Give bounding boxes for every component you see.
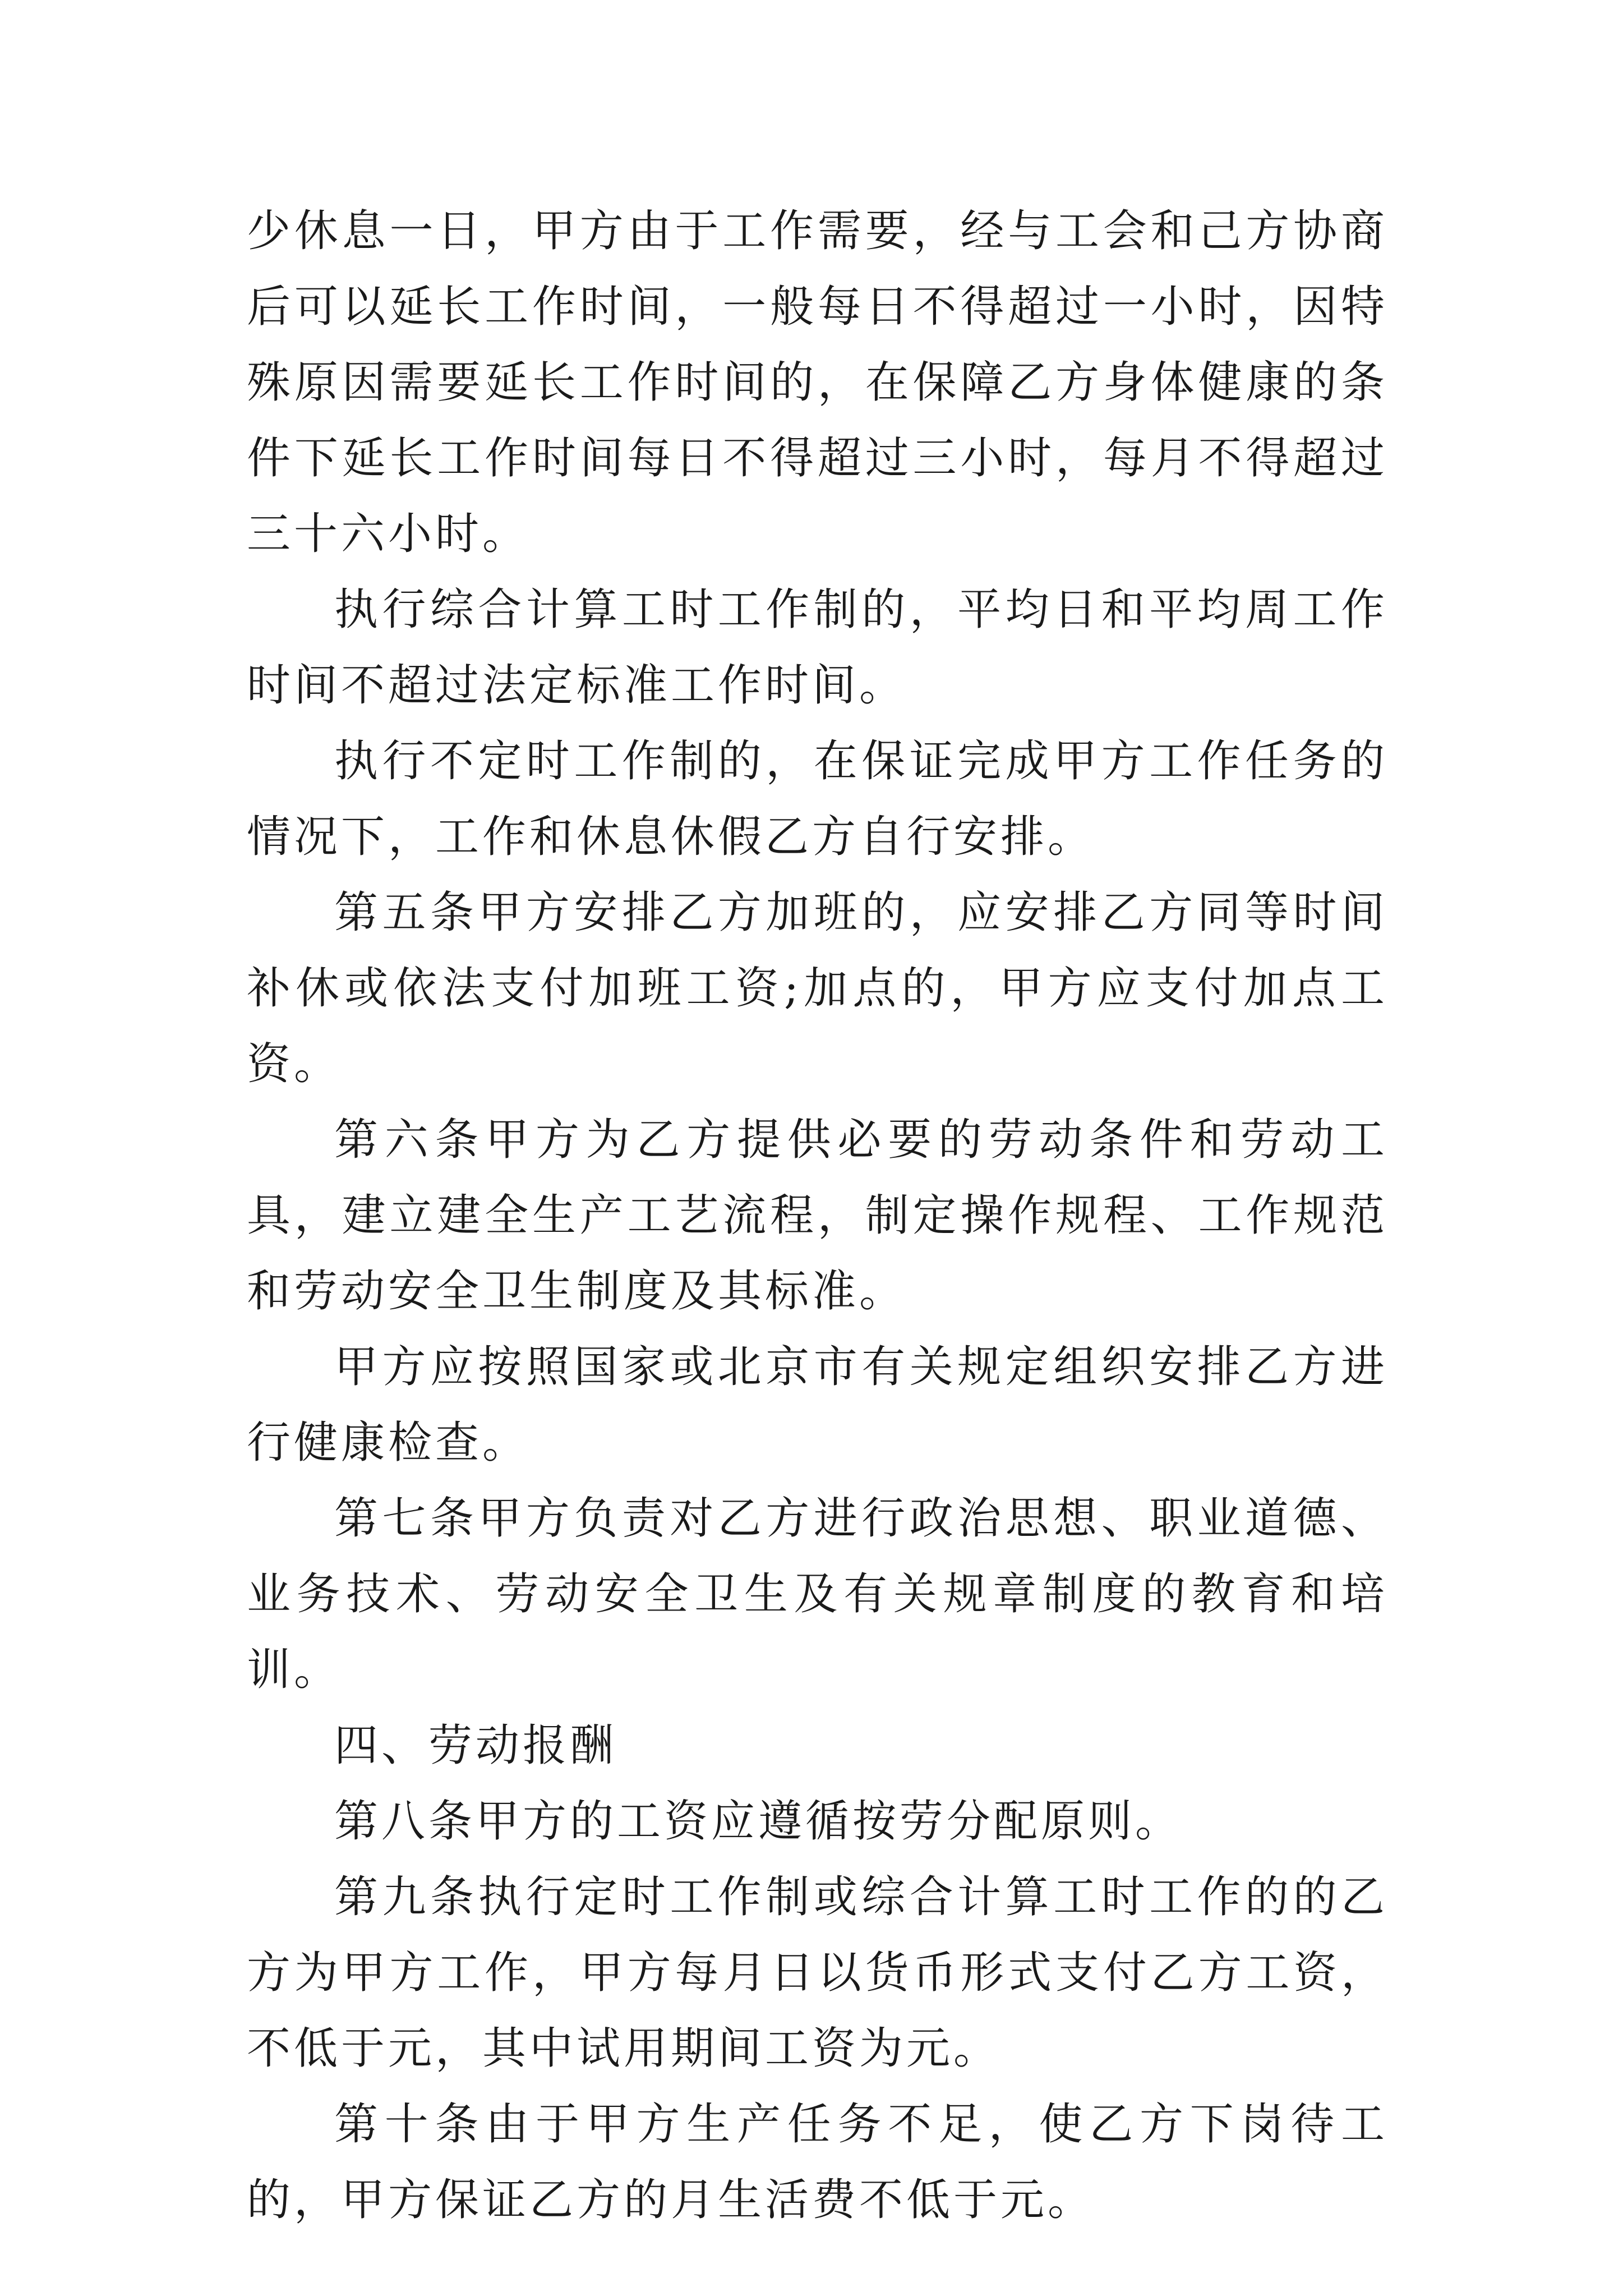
- section-heading-remuneration: 四、劳动报酬: [334, 1720, 617, 1771]
- paragraph-3: 执行不定时工作制的，在保证完成甲方工作任务的情况下，工作和休息休假乙方自行安排。: [247, 736, 1388, 862]
- paragraph-article-6: 第六条甲方为乙方提供必要的劳动条件和劳动工具，建立建全生产工艺流程，制定操作规程、工作规范和劳动安全卫生制度及其标准。: [247, 1115, 1388, 1317]
- paragraph-article-8: 第八条甲方的工资应遵循按劳分配原则。: [334, 1796, 1183, 1847]
- paragraph-article-10: 第十条由于甲方生产任务不足，使乙方下岗待工的，甲方保证乙方的月生活费不低于元。: [247, 2099, 1388, 2225]
- paragraph-article-7: 第七条甲方负责对乙方进行政治思想、职业道德、业务技术、劳动安全卫生及有关规章制度的教育和培训。: [247, 1493, 1388, 1695]
- document-body: [247, 194, 1388, 2238]
- paragraph-1: 少休息一日，甲方由于工作需要，经与工会和己方协商后可以延长工作时间，一般每日不得超过一小时，因特殊原因需要延长工作时间的，在保障乙方身体健康的条件下延长工作时间每日不得超过三小时，每月不得超过三十六小时。: [247, 206, 1388, 559]
- paragraph-health-check: 甲方应按照国家或北京市有关规定组织安排乙方进行健康检查。: [247, 1342, 1388, 1468]
- paragraph-article-5: 第五条甲方安排乙方加班的，应安排乙方同等时间补休或依法支付加班工资;加点的，甲方应支付加点工资。: [247, 887, 1388, 1089]
- paragraph-article-9: 第九条执行定时工作制或综合计算工时工作的的乙方为甲方工作，甲方每月日以货币形式支付乙方工资，不低于元，其中试用期间工资为元。: [247, 1872, 1388, 2074]
- paragraph-2: 执行综合计算工时工作制的，平均日和平均周工作时间不超过法定标准工作时间。: [247, 585, 1388, 711]
